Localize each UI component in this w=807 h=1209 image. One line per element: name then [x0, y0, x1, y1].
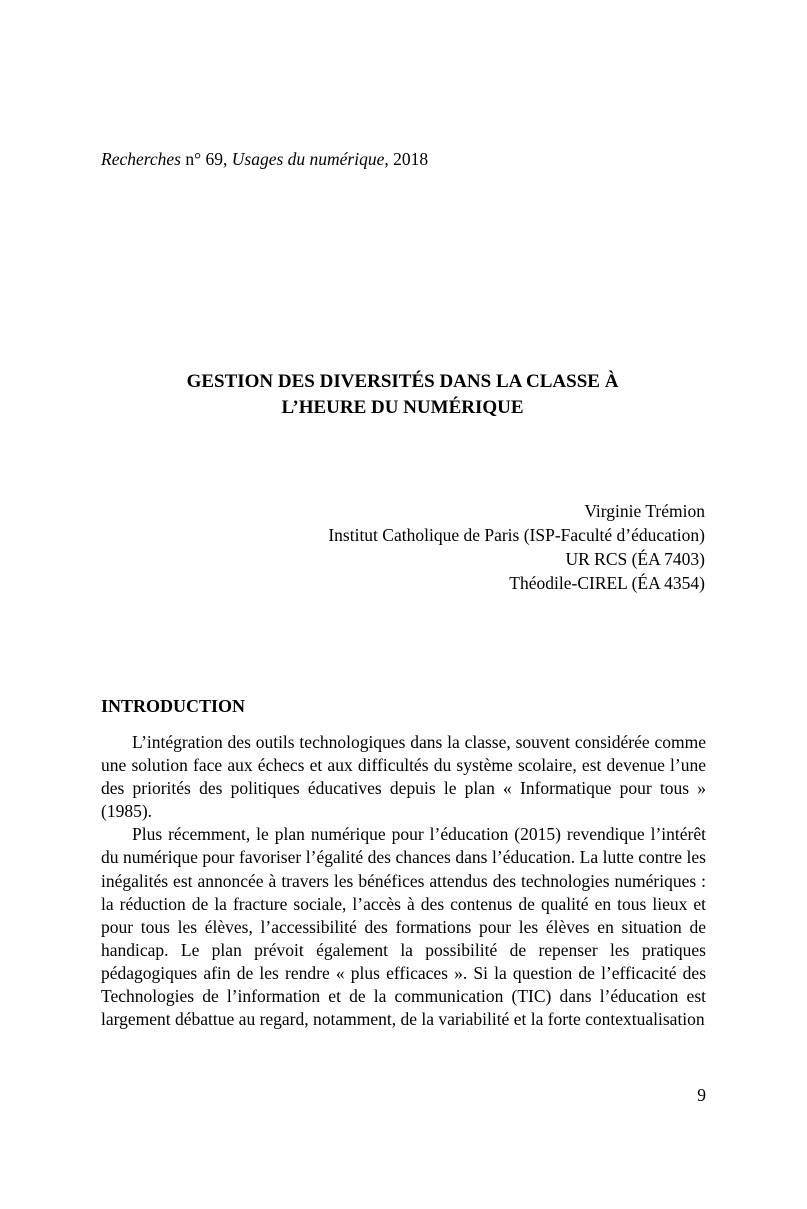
article-title [100, 369, 705, 421]
running-header [101, 148, 428, 170]
title-line-1: GESTION DES DIVERSITÉS DANS LA CLASSE À [186, 371, 619, 392]
title-line-2: L’HEURE DU NUMÉRIQUE [281, 397, 524, 418]
paragraph-1: L’intégration des outils technologiques dans la classe, souvent considérée comme une solution face aux échecs et aux difficultés du système scolaire, est devenue l’une des priorités des politiques éducatives depuis le plan « Informatique pour tous » (1985). [101, 732, 706, 822]
issue-theme: Usages du numérique [231, 149, 385, 169]
section-heading: INTRODUCTION [101, 696, 246, 716]
paragraph-2: Plus récemment, le plan numérique pour l’éducation (2015) revendique l’intérêt du numérique pour favoriser l’égalité des chances dans l’éducation. La lutte contre les inégalités est annoncée à travers les bénéfices attendus des technologies numériques : la réduction de la fracture sociale, l’accès à des contenus de qualité en tous lieux et pour tous les élèves, l’accessibilité des formations pour les élèves en situation de handicap. Le plan prévoit également la possibilité de repenser les pratiques pédagogiques afin de les rendre « plus efficaces ». Si la question de l’efficacité des Technologies de l’information et de la communication (TIC) dans l’éducation est largement débattue au regard, notamment, de la variabilité et la forte contextualisation [101, 824, 706, 1030]
publication-year: , 2018 [384, 149, 429, 169]
issue-number: n° 69, [181, 149, 232, 169]
author-block [328, 499, 705, 595]
page-number: 9 [697, 1085, 706, 1105]
author-affiliation-1: Institut Catholique de Paris (ISP-Faculté d’éducation) [328, 525, 705, 545]
author-affiliation-3: Théodile-CIREL (ÉA 4354) [509, 573, 705, 593]
author-name: Virginie Trémion [584, 501, 705, 521]
journal-name: Recherches [101, 149, 181, 169]
body-text [101, 731, 706, 1031]
author-affiliation-2: UR RCS (ÉA 7403) [565, 549, 705, 569]
